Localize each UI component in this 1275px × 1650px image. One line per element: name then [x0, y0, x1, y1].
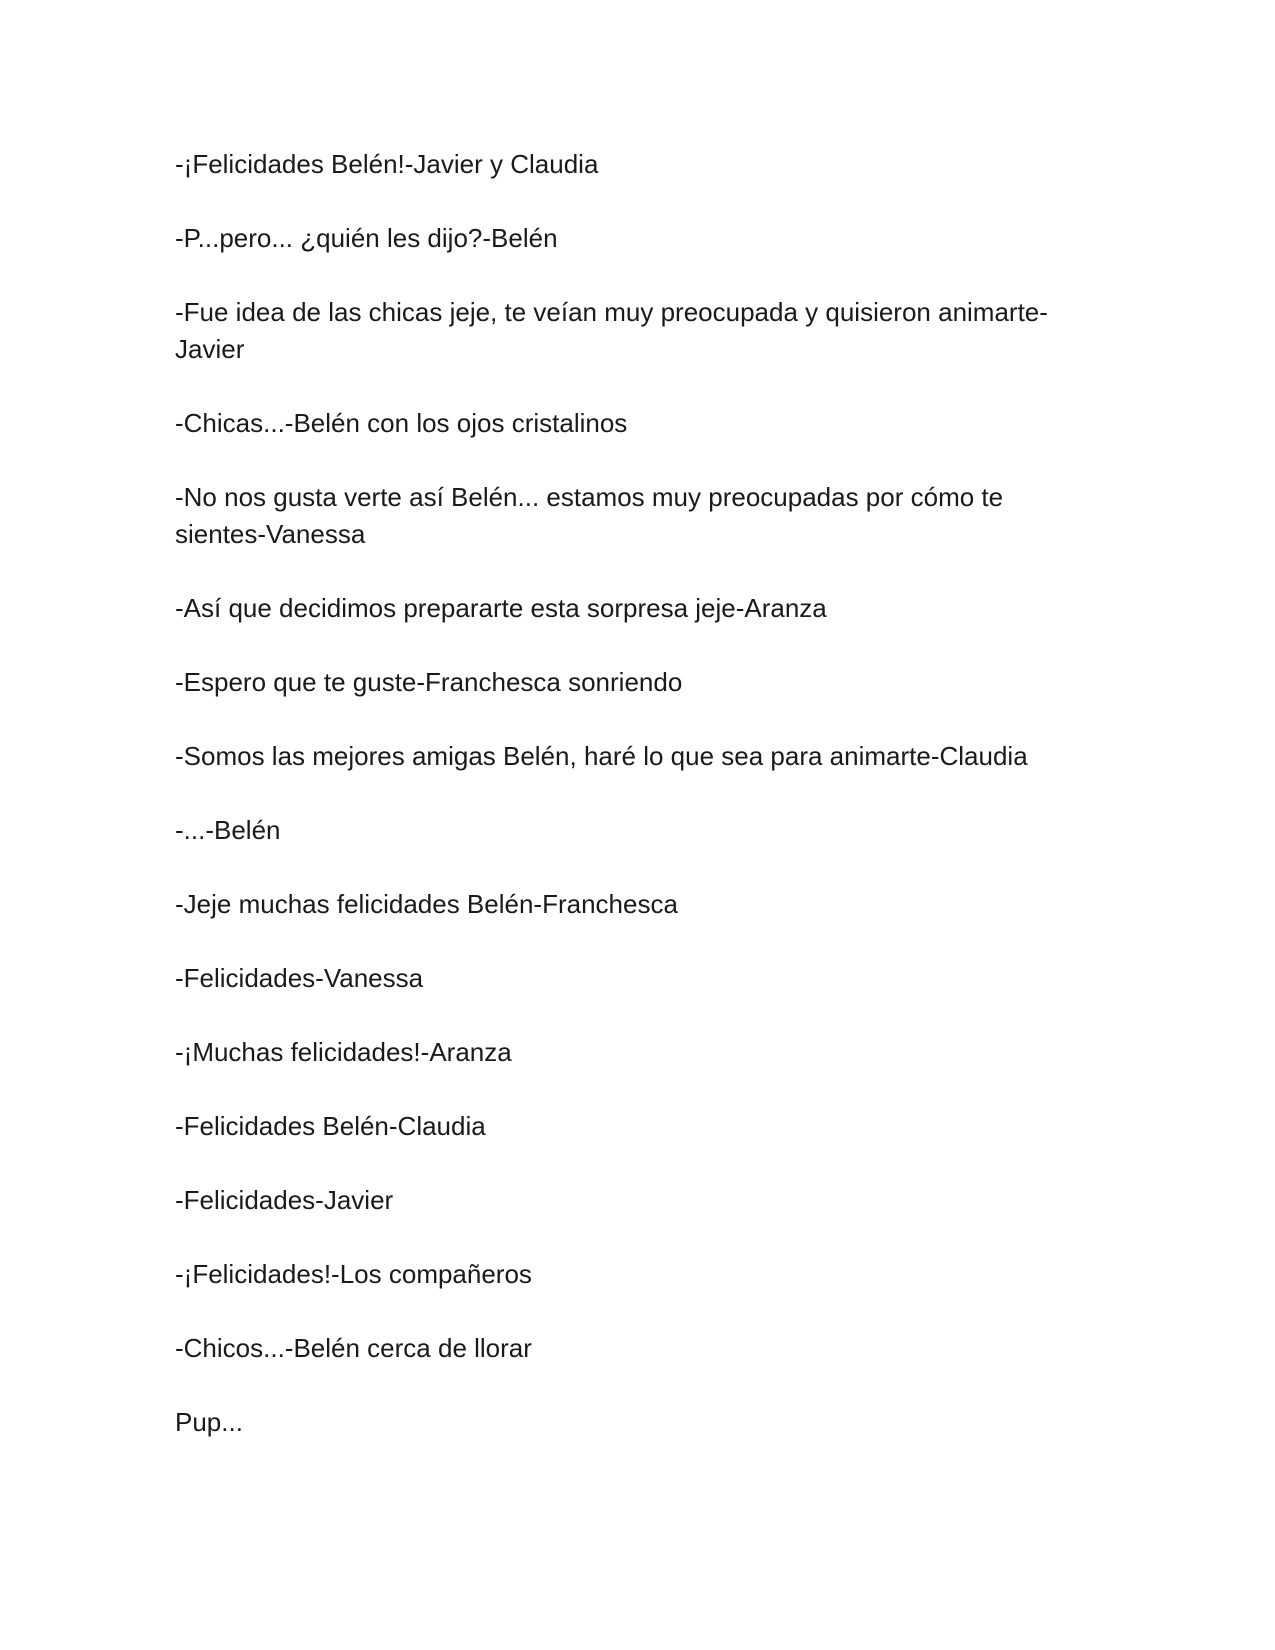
paragraph-5: -No nos gusta verte así Belén... estamos muy preocupadas por cómo te sientes-Vanessa: [175, 482, 1004, 549]
paragraph-3: -Fue idea de las chicas jeje, te veían muy preocupada y quisieron animarte-Javier: [175, 297, 1048, 364]
paragraph-2: -P...pero... ¿quién les dijo?-Belén: [175, 223, 558, 253]
paragraph-14: -Felicidades-Javier: [175, 1185, 394, 1215]
paragraph-17: Pup...: [175, 1407, 243, 1437]
paragraph-10: -Jeje muchas felicidades Belén-Franchesca: [175, 889, 678, 919]
paragraph-6: -Así que decidimos prepararte esta sorpresa jeje-Aranza: [175, 593, 827, 623]
document-body: [175, 146, 1095, 1441]
paragraph-16: -Chicos...-Belén cerca de llorar: [175, 1333, 532, 1363]
paragraph-11: -Felicidades-Vanessa: [175, 963, 424, 993]
paragraph-1: -¡Felicidades Belén!-Javier y Claudia: [175, 149, 599, 179]
paragraph-9: -...-Belén: [175, 815, 281, 845]
paragraph-8: -Somos las mejores amigas Belén, haré lo que sea para animarte-Claudia: [175, 741, 1028, 771]
paragraph-13: -Felicidades Belén-Claudia: [175, 1111, 486, 1141]
paragraph-12: -¡Muchas felicidades!-Aranza: [175, 1037, 512, 1067]
paragraph-4: -Chicas...-Belén con los ojos cristalinos: [175, 408, 628, 438]
paragraph-15: -¡Felicidades!-Los compañeros: [175, 1259, 532, 1289]
paragraph-7: -Espero que te guste-Franchesca sonriendo: [175, 667, 683, 697]
